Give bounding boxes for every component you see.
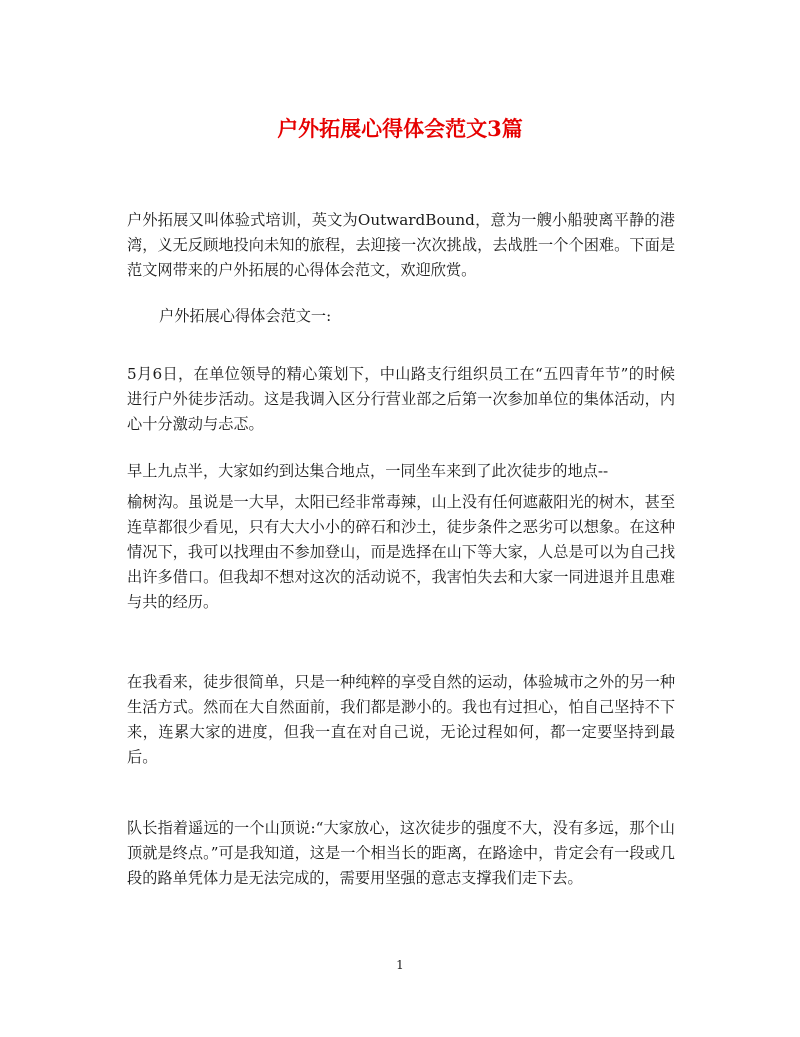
body-paragraph-4: 在我看来，徒步很简单，只是一种纯粹的享受自然的运动，体验城市之外的另一种生活方式。然而在大自然面前，我们都是渺小的。我也有过担心，怕自己坚持不下来，连累大家的进度，但我一直在对自己说，无论过程如何，都一定要坚持到最后。 [127,673,675,766]
section-heading: 户外拓展心得体会范文一: [159,307,332,325]
intro-paragraph: 户外拓展又叫体验式培训，英文为OutwardBound，意为一艘小船驶离平静的港湾，义无反顾地投向未知的旅程，去迎接一次次挑战，去战胜一个个困难。下面是范文网带来的户外拓展的心得体会范文，欢迎欣赏。 [127,211,675,279]
body-paragraph-2: 早上九点半，大家如约到达集合地点，一同坐车来到了此次徒步的地点-- [127,462,609,480]
body-paragraph-5: 队长指着遥远的一个山顶说:“大家放心，这次徒步的强度不大，没有多远，那个山顶就是终点。”可是我知道，这是一个相当长的距离，在路途中，肯定会有一段或几段的路单凭体力是无法完成的，需要用坚强的意志支撑我们走下去。 [127,819,675,887]
document-title: 户外拓展心得体会范文3篇 [277,116,523,141]
page-number: 1 [396,958,404,972]
body-paragraph-1: 5月6日，在单位领导的精心策划下，中山路支行组织员工在“五四青年节”的时候进行户外徒步活动。这是我调入区分行营业部之后第一次参加单位的集体活动，内心十分激动与忐忑。 [127,365,675,433]
body-paragraph-3: 榆树沟。虽说是一大早，太阳已经非常毒辣，山上没有任何遮蔽阳光的树木，甚至连草都很少看见，只有大大小小的碎石和沙土，徒步条件之恶劣可以想象。在这种情况下，我可以找理由不参加登山，而是选择在山下等大家，人总是可以为自己找出许多借口。但我却不想对这次的活动说不，我害怕失去和大家一同进退并且患难与共的经历。 [127,493,675,611]
